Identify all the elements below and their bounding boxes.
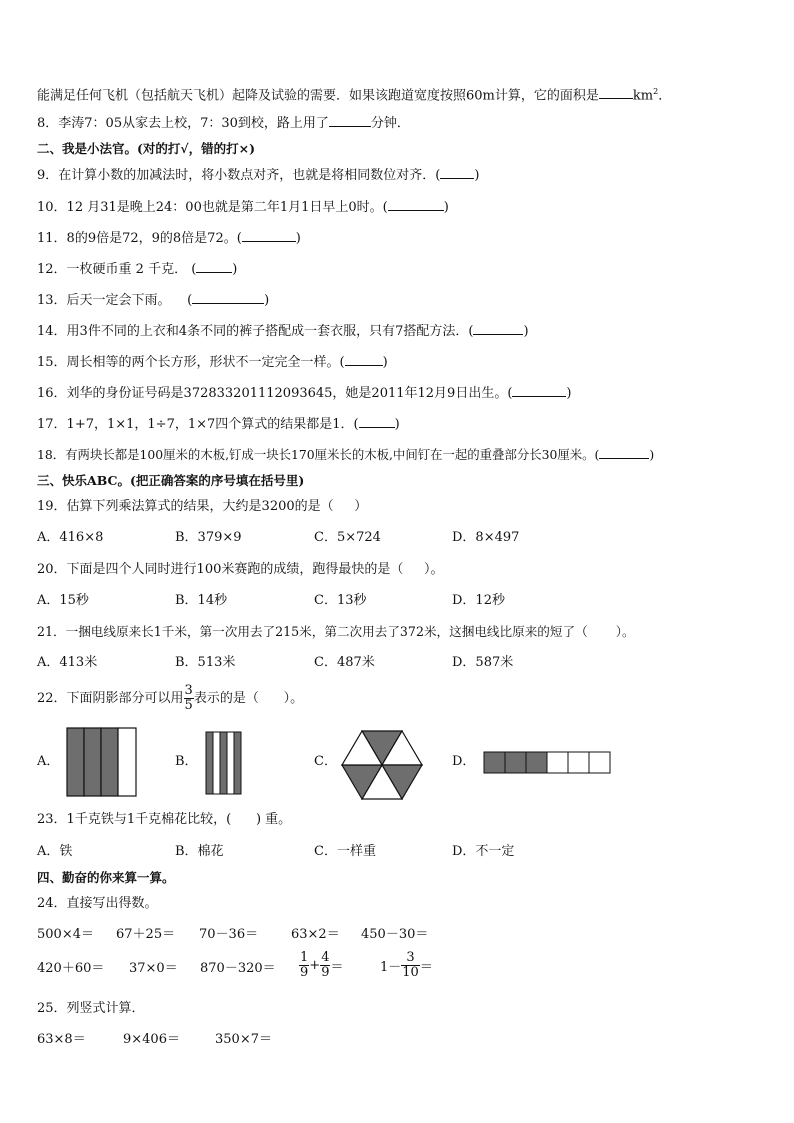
q22-text: 22．下面阴影部分可以用 [37,691,184,706]
answer-blank[interactable] [512,384,566,397]
q21-option-a[interactable]: A．413米 [37,655,98,670]
answer-blank[interactable] [242,229,296,242]
answer-blank[interactable] [599,86,633,99]
figure-b-stripe [206,732,213,794]
answer-blank[interactable] [473,322,523,335]
figure-a-bars[interactable] [66,727,138,797]
figure-b-stripe [220,732,227,794]
fraction-numerator: 3 [401,951,420,966]
fraction [401,951,420,980]
q22-option-c[interactable]: C． [314,754,337,769]
q11-text: 11．8的9倍是72，9的8倍是72。( [37,231,242,246]
q16 [37,384,571,403]
q24: 24．直接写出得数。 [37,896,158,911]
calc-item: 70－36＝ [199,927,259,942]
answer-blank[interactable] [388,198,444,211]
q9-text: 9．在计算小数的加减法时，将小数点对齐，也就是将相同数位对齐．( [37,168,441,183]
calc-item: 500×4＝ [37,927,94,942]
calc-item: 420＋60＝ [37,961,105,976]
q23-option-d[interactable]: D．不一定 [452,844,515,859]
q19-option-d[interactable]: D．8×497 [452,530,520,545]
q7-text: 能满足任何飞机（包括航天飞机）起降及试验的需要．如果该跑道宽度按照60m计算，它的面积是 [37,88,599,104]
calc-item: 9×406＝ [123,1032,180,1047]
figure-b-stripe [227,732,234,794]
figure-d-strip[interactable] [483,751,613,775]
fraction-numerator: 1 [300,950,309,965]
section-4-heading: 四、勤奋的你来算一算。 [37,870,175,885]
q7-continuation [37,83,671,105]
calc-prefix: 1－ [380,960,402,975]
figure-d-cell [505,752,526,773]
equals-sign: ＝ [419,960,433,975]
q12 [37,260,237,279]
equals-sign: ＝ [330,960,344,975]
figure-a-bar [118,728,136,796]
q22-text-end: 表示的是（ ）。 [193,691,304,706]
q20: 20．下面是四个人同时进行100米赛跑的成绩，跑得最快的是（ ）。 [37,562,444,577]
q22-option-b[interactable]: B． [175,754,198,769]
q8-end: 分钟． [370,116,410,131]
fraction-numerator: 3 [184,683,193,698]
calc-fraction-sub [380,951,433,980]
calc-item: 450－30＝ [361,927,429,942]
q20-option-a[interactable]: A．15秒 [37,593,89,608]
q14-text: 14．用3件不同的上衣和4条不同的裤子搭配成一套衣服，只有7搭配方法．( [37,324,474,339]
q17 [37,415,400,434]
q8-text: 8．李涛7：05从家去上校，7：30到校，路上用了 [37,116,329,131]
q22 [37,684,303,714]
q10-text: 10．12 月31是晚上24：00也就是第二年1月1日早上0时。( [37,200,388,215]
calc-item: 67＋25＝ [116,927,176,942]
q12-text: 12．一枚硬币重 2 千克． ( [37,262,197,277]
q7-end: ． [658,88,672,104]
q17-close: ) [394,417,400,432]
q22-option-a[interactable]: A． [37,754,60,769]
figure-a-bar [101,728,118,796]
q15 [37,353,388,372]
q19-option-c[interactable]: C．5×724 [314,530,381,545]
answer-blank[interactable] [196,260,232,273]
q23: 23．1千克铁与1千克棉花比较，( ) 重。 [37,812,292,827]
calc-item: 63×8＝ [37,1032,86,1047]
q19-option-a[interactable]: A．416×8 [37,530,104,545]
figure-d-cell [589,752,610,773]
section-3-heading: 三、快乐ABC。(把正确答案的序号填在括号里) [37,473,305,488]
figure-b-stripe [234,732,241,794]
figure-c-hexagon[interactable] [341,730,423,800]
fraction-numerator: 4 [321,950,330,965]
fraction [299,951,309,980]
figure-d-cell [526,752,547,773]
calc-fraction-sum [299,951,343,980]
q13-close: ) [264,293,270,308]
answer-blank[interactable] [359,415,395,428]
figure-a-bar [67,728,84,796]
q18 [37,446,654,464]
answer-blank[interactable] [345,353,383,366]
q16-close: ) [566,386,572,401]
q14 [37,322,529,341]
q13 [37,291,269,310]
fraction [320,951,330,980]
q21-option-c[interactable]: C．487米 [314,655,375,670]
fraction-three-fifths [184,684,194,713]
section-2-heading: 二、我是小法官。(对的打√，错的打×) [37,141,256,156]
q23-option-b[interactable]: B．棉花 [175,844,224,859]
q19-option-b[interactable]: B．379×9 [175,530,242,545]
figure-b-stripes[interactable] [205,731,243,795]
q18-close: ) [649,447,655,462]
q13-text: 13．后天一定会下雨。 ( [37,293,193,308]
q22-option-d[interactable]: D． [452,754,476,769]
q8 [37,114,410,133]
figure-d-cell [547,752,568,773]
q20-option-d[interactable]: D．12秒 [452,593,505,608]
q9 [37,166,479,185]
q17-text: 17．1+7，1×1，1÷7，1×7四个算式的结果都是1．( [37,417,359,432]
q25: 25．列竖式计算． [37,1001,145,1016]
figure-d-cell [484,752,505,773]
q15-close: ) [382,355,388,370]
q21: 21．一捆电线原来长1千米，第一次用去了215米，第二次用去了372米，这捆电线比原来的短了（ ）。 [37,624,635,639]
calc-item: 870－320＝ [200,961,276,976]
q12-close: ) [232,262,238,277]
q10 [37,198,449,217]
q23-option-a[interactable]: A．铁 [37,844,73,859]
q16-text: 16．刘华的身份证号码是372833201112093645，她是2011年12月9日出生。( [37,386,513,401]
plus-sign: + [309,958,321,973]
calc-item: 350×7＝ [215,1032,272,1047]
q20-option-c[interactable]: C．13秒 [314,593,367,608]
q7-unit: km [632,88,654,104]
q18-text: 18．有两块长都是100厘米的木板,钉成一块长170厘米长的木板,中间钉在一起的重叠部分长30厘米。( [37,447,600,462]
q7-unit-sup: 2 [653,87,659,96]
q23-option-c[interactable]: C．一样重 [314,844,376,859]
q21-option-b[interactable]: B．513米 [175,655,236,670]
fraction-denominator: 5 [184,698,193,713]
q14-close: ) [523,324,529,339]
answer-blank[interactable] [440,166,474,179]
q20-option-b[interactable]: B．14秒 [175,593,228,608]
answer-blank[interactable] [599,446,649,459]
fraction-denominator: 9 [321,965,330,980]
q19: 19．估算下列乘法算式的结果，大约是3200的是（ ） [37,499,368,514]
figure-b-stripe [213,732,220,794]
figure-d-cell [568,752,589,773]
q10-close: ) [443,200,449,215]
q11 [37,229,301,248]
calc-item: 37×0＝ [129,961,178,976]
fraction-denominator: 9 [300,965,309,980]
calc-item: 63×2＝ [291,927,340,942]
figure-a-bar [84,728,101,796]
q15-text: 15．周长相等的两个长方形，形状不一定完全一样。( [37,355,345,370]
q21-option-d[interactable]: D．587米 [452,655,514,670]
answer-blank[interactable] [192,291,264,304]
q11-close: ) [295,231,301,246]
q9-close: ) [474,168,480,183]
answer-blank[interactable] [329,114,371,127]
fraction-denominator: 10 [402,965,419,980]
